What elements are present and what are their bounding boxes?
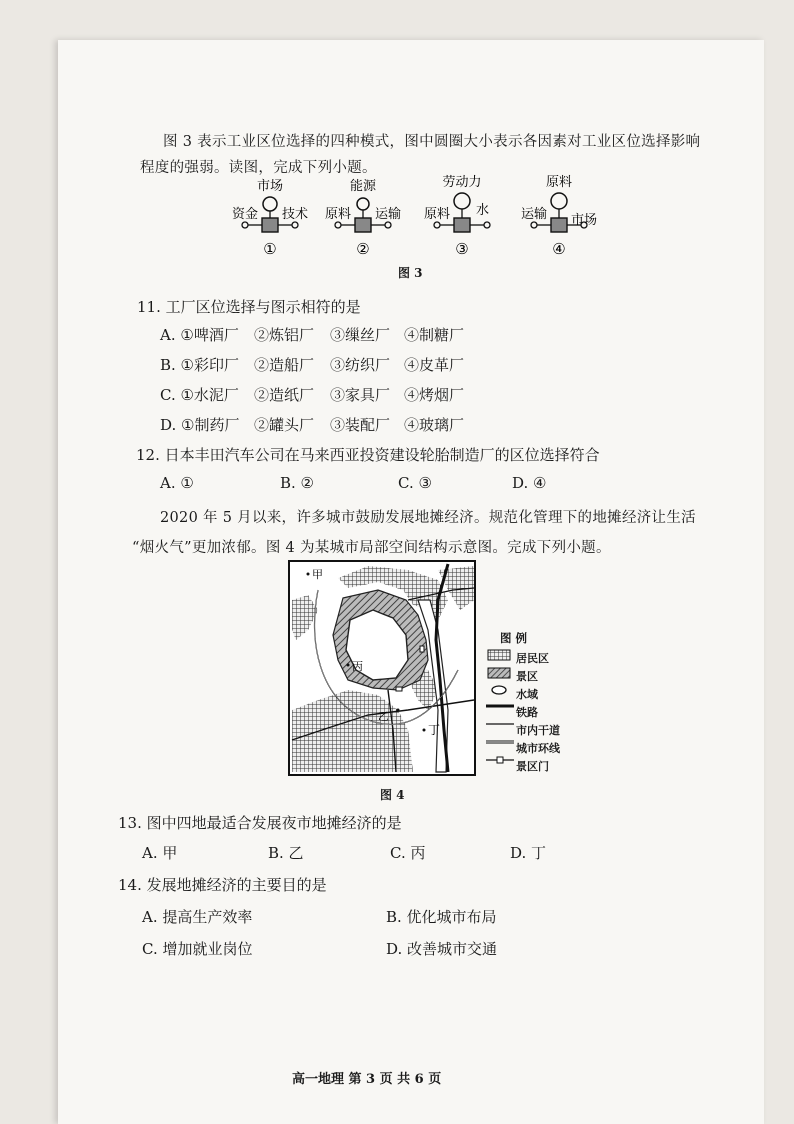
model-3-number: ③ — [455, 240, 469, 258]
intro-text-line2: 程度的强弱。读图，完成下列小题。 — [140, 160, 377, 176]
model-4-left: 运输 — [520, 207, 547, 222]
place-bing-label: 丙 — [352, 660, 363, 673]
q11-option-a-2[interactable]: ②炼铝厂 — [254, 326, 315, 344]
q12-option-d[interactable]: D. ④ — [512, 474, 547, 492]
model-3-top: 劳动力 — [442, 175, 482, 190]
model-1-right: 技术 — [282, 207, 309, 222]
legend-water: 水域 — [516, 688, 538, 701]
legend-water-symbol — [492, 686, 506, 694]
legend-railway: 铁路 — [516, 706, 538, 719]
legend-ring-road: 城市环线 — [516, 742, 560, 755]
figure-3-diagram — [220, 172, 610, 260]
model-1 — [232, 178, 308, 258]
q11-option-d-2[interactable]: ②罐头厂 — [254, 416, 315, 434]
question-14-stem: 14. 发展地摊经济的主要目的是 — [118, 876, 327, 894]
model-2-top: 能源 — [349, 179, 377, 194]
legend-symbols — [486, 648, 516, 772]
q11-option-b-4[interactable]: ④皮革厂 — [404, 356, 465, 374]
model-4 — [521, 174, 597, 258]
page-footer: 高一地理 第 3 页 共 6 页 — [292, 1072, 442, 1087]
place-ding-label: 丁 — [428, 723, 441, 737]
model-3 — [424, 174, 490, 258]
q11-option-b-3[interactable]: ③纺织厂 — [330, 356, 391, 374]
q11-option-a-4[interactable]: ④制糖厂 — [404, 326, 465, 344]
q11-option-d-1[interactable]: D. ①制药厂 — [160, 416, 240, 434]
model-2-number: ② — [356, 240, 370, 258]
q11-option-a-3[interactable]: ③缫丝厂 — [330, 326, 391, 344]
figure-4-caption: 图 4 — [380, 788, 405, 802]
q12-option-b[interactable]: B. ② — [280, 474, 315, 492]
legend-scenic-gate: 景区门 — [516, 760, 549, 773]
intro2-text-line1: 2020 年 5 月以来，许多城市鼓励发展地摊经济。规范化管理下的地摊经济让生活 — [160, 510, 696, 526]
q11-option-c-4[interactable]: ④烤烟厂 — [404, 386, 465, 404]
q13-option-c[interactable]: C. 丙 — [390, 844, 426, 862]
model-3-left: 原料 — [423, 207, 450, 222]
legend-scenic: 景区 — [516, 670, 538, 683]
model-1-left: 资金 — [231, 207, 258, 222]
model-4-right: 市场 — [571, 213, 598, 228]
q11-option-d-4[interactable]: ④玻璃厂 — [404, 416, 465, 434]
legend-title: 图 例 — [500, 631, 528, 645]
question-11-stem: 11. 工厂区位选择与图示相符的是 — [137, 298, 361, 316]
model-2-right: 运输 — [375, 207, 402, 222]
legend-residential-symbol — [488, 650, 510, 660]
model-1-number: ① — [263, 240, 277, 258]
figure-3-caption: 图 3 — [398, 266, 423, 280]
legend-arterial: 市内干道 — [516, 724, 560, 737]
legend-residential: 居民区 — [516, 652, 549, 665]
q14-option-c[interactable]: C. 增加就业岗位 — [142, 940, 253, 958]
model-4-top: 原料 — [545, 175, 573, 190]
q11-option-b-1[interactable]: B. ①彩印厂 — [160, 356, 240, 374]
question-12-stem: 12. 日本丰田汽车公司在马来西亚投资建设轮胎制造厂的区位选择符合 — [136, 446, 600, 464]
model-1-top: 市场 — [256, 179, 284, 194]
q14-option-b[interactable]: B. 优化城市布局 — [386, 908, 497, 926]
model-2 — [325, 178, 401, 258]
figure-4-map — [288, 560, 476, 776]
q12-option-c[interactable]: C. ③ — [398, 474, 432, 492]
intro-text-line1: 图 3 表示工业区位选择的四种模式，图中圆圈大小表示各因素对工业区位选择影响 — [163, 134, 701, 150]
q11-option-a-1[interactable]: A. ①啤酒厂 — [160, 326, 239, 344]
model-3-right: 水 — [476, 203, 490, 218]
q13-option-b[interactable]: B. 乙 — [268, 844, 304, 862]
model-2-left: 原料 — [324, 207, 351, 222]
place-jia-label: 甲 — [312, 568, 323, 581]
place-yi-label: 乙 — [378, 710, 389, 723]
question-13-stem: 13. 图中四地最适合发展夜市地摊经济的是 — [118, 814, 402, 832]
legend-scenic-symbol — [488, 668, 510, 678]
q11-option-c-2[interactable]: ②造纸厂 — [254, 386, 315, 404]
q14-option-a[interactable]: A. 提高生产效率 — [142, 908, 253, 926]
q11-option-d-3[interactable]: ③装配厂 — [330, 416, 391, 434]
q13-option-a[interactable]: A. 甲 — [142, 844, 178, 862]
intro2-text-line2: “烟火气”更加浓郁。图 4 为某城市局部空间结构示意图。完成下列小题。 — [132, 540, 611, 556]
model-4-number: ④ — [552, 240, 566, 258]
q11-option-b-2[interactable]: ②造船厂 — [254, 356, 315, 374]
q13-option-d[interactable]: D. 丁 — [510, 844, 547, 862]
q12-option-a[interactable]: A. ① — [160, 474, 194, 492]
q11-option-c-1[interactable]: C. ①水泥厂 — [160, 386, 239, 404]
q11-option-c-3[interactable]: ③家具厂 — [330, 386, 391, 404]
q14-option-d[interactable]: D. 改善城市交通 — [386, 940, 498, 958]
